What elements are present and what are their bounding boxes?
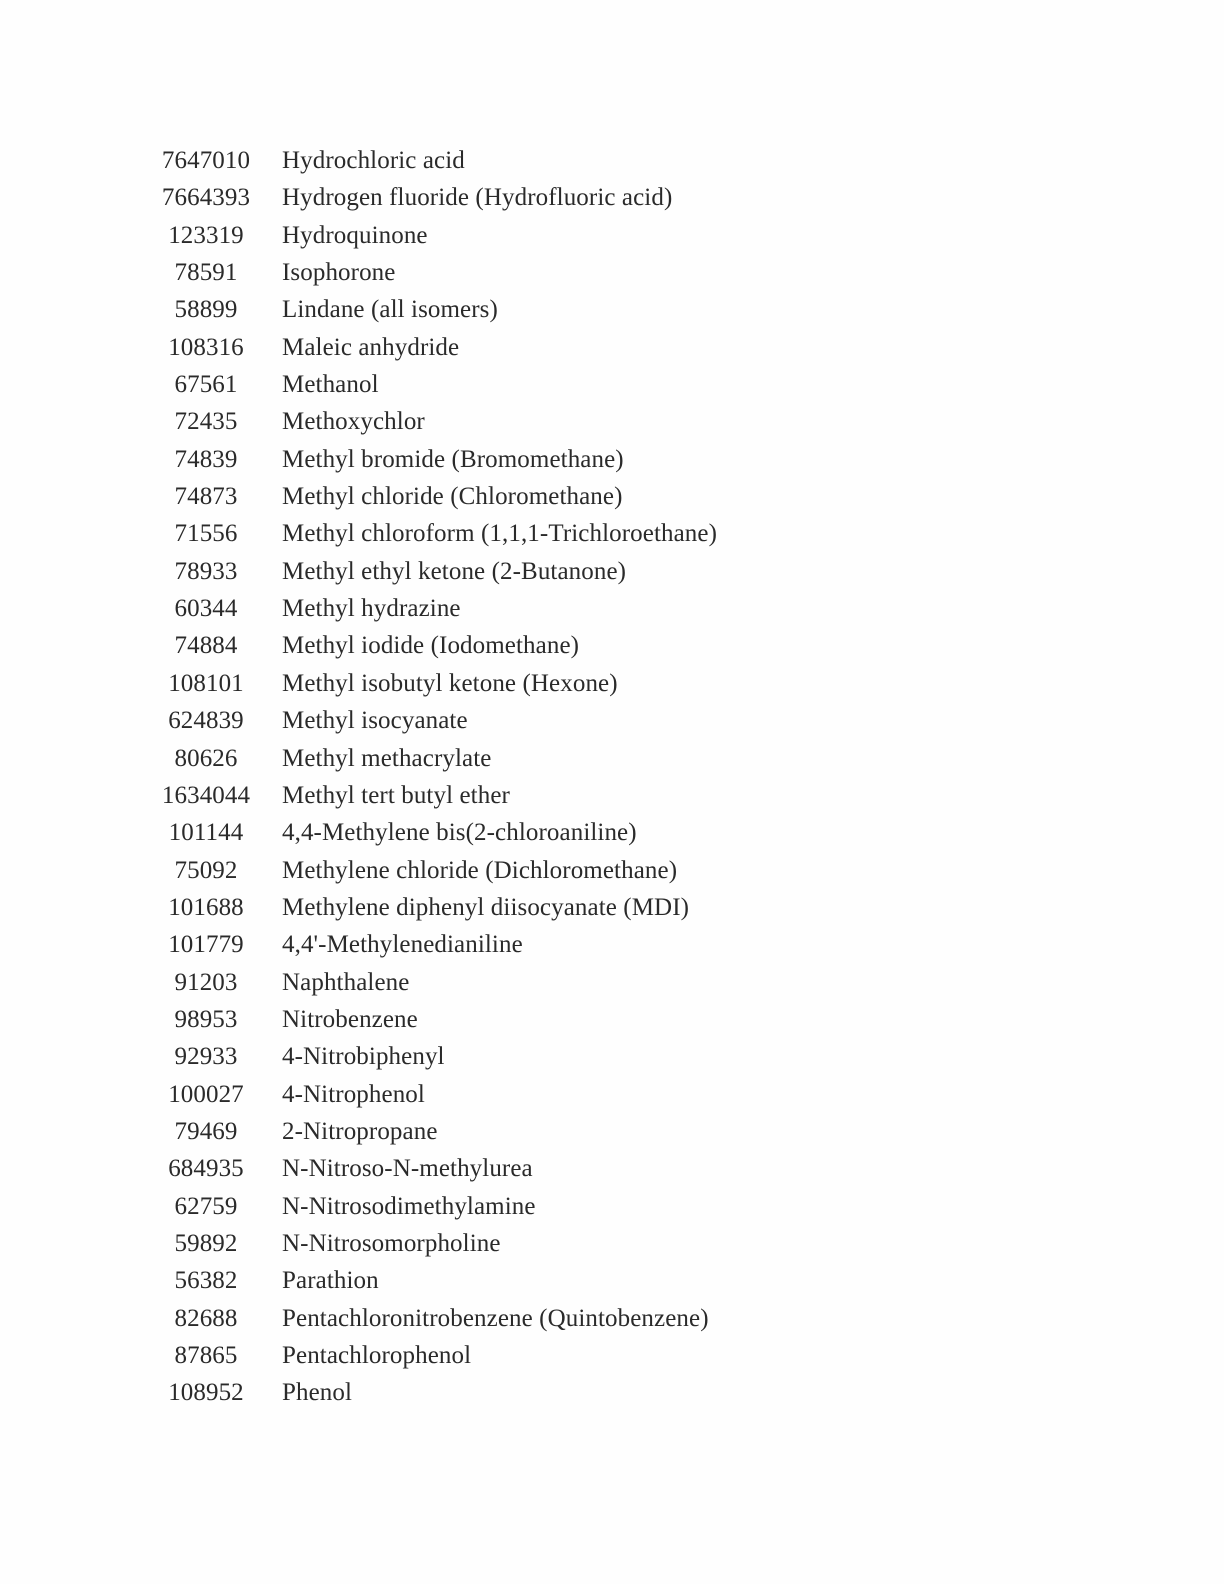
- cas-number: 108316: [168, 333, 244, 361]
- chemical-row: [150, 291, 850, 328]
- chemical-name: Methyl chloride (Chloromethane): [282, 483, 623, 511]
- chemical-name: Hydroquinone: [282, 221, 428, 249]
- chemical-name: Methyl iodide (Iodomethane): [282, 632, 580, 660]
- cas-number: 74873: [174, 483, 238, 511]
- cas-number: 67561: [174, 371, 238, 399]
- cas-number: 7664393: [161, 184, 251, 212]
- chemical-row: [150, 1038, 850, 1075]
- cas-number: 101779: [168, 931, 244, 959]
- chemical-row: [150, 1076, 850, 1113]
- cas-number: 101144: [168, 819, 244, 847]
- chemical-name: Methyl hydrazine: [282, 595, 461, 623]
- cas-number: 71556: [174, 520, 238, 548]
- chemical-row: [150, 1225, 850, 1262]
- chemical-list: [150, 142, 850, 1412]
- cas-number: 108952: [168, 1379, 244, 1407]
- chemical-row: [150, 1300, 850, 1337]
- chemical-name: Phenol: [282, 1379, 353, 1407]
- chemical-name: Maleic anhydride: [282, 333, 460, 361]
- chemical-name: 4-Nitrobiphenyl: [282, 1043, 445, 1071]
- cas-number: 7647010: [161, 147, 251, 174]
- cas-number: 74884: [174, 632, 238, 660]
- chemical-row: [150, 665, 850, 702]
- chemical-name: Pentachlorophenol: [282, 1342, 472, 1369]
- chemical-name: 2-Nitropropane: [282, 1117, 438, 1145]
- chemical-row: [150, 777, 850, 814]
- chemical-row: [150, 366, 850, 403]
- cas-number: 98953: [174, 1005, 238, 1033]
- chemical-row: [150, 740, 850, 777]
- cas-number: 72435: [174, 408, 238, 436]
- cas-number: 58899: [174, 296, 238, 324]
- cas-number: 80626: [174, 744, 238, 772]
- cas-number: 108101: [168, 669, 244, 697]
- chemical-row: [150, 254, 850, 291]
- chemical-row: [150, 329, 850, 366]
- cas-number: 78933: [174, 557, 238, 585]
- chemical-name: Methyl bromide (Bromomethane): [282, 445, 624, 473]
- chemical-row: [150, 926, 850, 963]
- chemical-row: [150, 1001, 850, 1038]
- chemical-row: [150, 478, 850, 515]
- chemical-name: Hydrogen fluoride (Hydrofluoric acid): [282, 184, 673, 212]
- chemical-name: Pentachloronitrobenzene (Quintobenzene): [282, 1304, 709, 1332]
- chemical-row: [150, 217, 850, 254]
- chemical-row: [150, 964, 850, 1001]
- cas-number: 1634044: [161, 781, 251, 809]
- chemical-name: N-Nitrosodimethylamine: [282, 1192, 536, 1220]
- chemical-name: Methylene diphenyl diisocyanate (MDI): [282, 893, 690, 921]
- cas-number: 684935: [168, 1155, 244, 1183]
- cas-number: 92933: [174, 1043, 238, 1071]
- cas-number: 123319: [168, 221, 244, 249]
- chemical-row: [150, 702, 850, 739]
- chemical-row: [150, 179, 850, 216]
- cas-number: 100027: [168, 1080, 244, 1108]
- chemical-row: [150, 1188, 850, 1225]
- cas-number: 624839: [168, 707, 244, 735]
- chemical-row: [150, 590, 850, 627]
- chemical-row: [150, 403, 850, 440]
- chemical-name: N-Nitrosomorpholine: [282, 1229, 501, 1257]
- chemical-name: N-Nitroso-N-methylurea: [282, 1155, 533, 1183]
- chemical-row: [150, 1150, 850, 1187]
- chemical-row: [150, 889, 850, 926]
- chemical-row: [150, 1337, 850, 1374]
- chemical-name: Methyl ethyl ketone (2-Butanone): [282, 557, 627, 585]
- chemical-name: Lindane (all isomers): [282, 296, 498, 324]
- chemical-name: Hydrochloric acid: [282, 147, 465, 174]
- cas-number: 59892: [174, 1229, 238, 1257]
- chemical-name: Naphthalene: [282, 968, 410, 996]
- chemical-name: Isophorone: [282, 259, 396, 287]
- chemical-row: [150, 515, 850, 552]
- cas-number: 82688: [174, 1304, 238, 1332]
- cas-number: 79469: [174, 1117, 238, 1145]
- cas-number: 101688: [168, 893, 244, 921]
- chemical-name: Methylene chloride (Dichloromethane): [282, 856, 678, 884]
- cas-number: 75092: [174, 856, 238, 884]
- chemical-name: Methyl isobutyl ketone (Hexone): [282, 669, 618, 697]
- cas-number: 78591: [174, 259, 238, 287]
- chemical-name: Methyl tert butyl ether: [282, 781, 510, 809]
- cas-number: 60344: [174, 595, 238, 623]
- chemical-name: 4,4'-Methylenedianiline: [282, 931, 523, 959]
- chemical-name: Parathion: [282, 1267, 379, 1295]
- chemical-name: Methanol: [282, 371, 379, 399]
- chemical-row: [150, 553, 850, 590]
- chemical-row: [150, 627, 850, 664]
- chemical-row: [150, 1262, 850, 1299]
- chemical-row: [150, 852, 850, 889]
- chemical-row: [150, 1113, 850, 1150]
- chemical-row: [150, 814, 850, 851]
- cas-number: 56382: [174, 1267, 238, 1295]
- cas-number: 87865: [174, 1342, 238, 1369]
- chemical-name: Nitrobenzene: [282, 1005, 418, 1033]
- cas-number: 74839: [174, 445, 238, 473]
- chemical-name: 4-Nitrophenol: [282, 1080, 425, 1108]
- chemical-name: Methyl methacrylate: [282, 744, 492, 772]
- chemical-name: Methyl isocyanate: [282, 707, 468, 735]
- chemical-name: 4,4-Methylene bis(2-chloroaniline): [282, 819, 637, 847]
- cas-number: 91203: [174, 968, 238, 996]
- chemical-name: Methoxychlor: [282, 408, 425, 436]
- cas-number: 62759: [174, 1192, 238, 1220]
- chemical-row: [150, 1374, 850, 1411]
- chemical-name: Methyl chloroform (1,1,1-Trichloroethane): [282, 520, 718, 548]
- chemical-row: [150, 142, 850, 179]
- chemical-row: [150, 441, 850, 478]
